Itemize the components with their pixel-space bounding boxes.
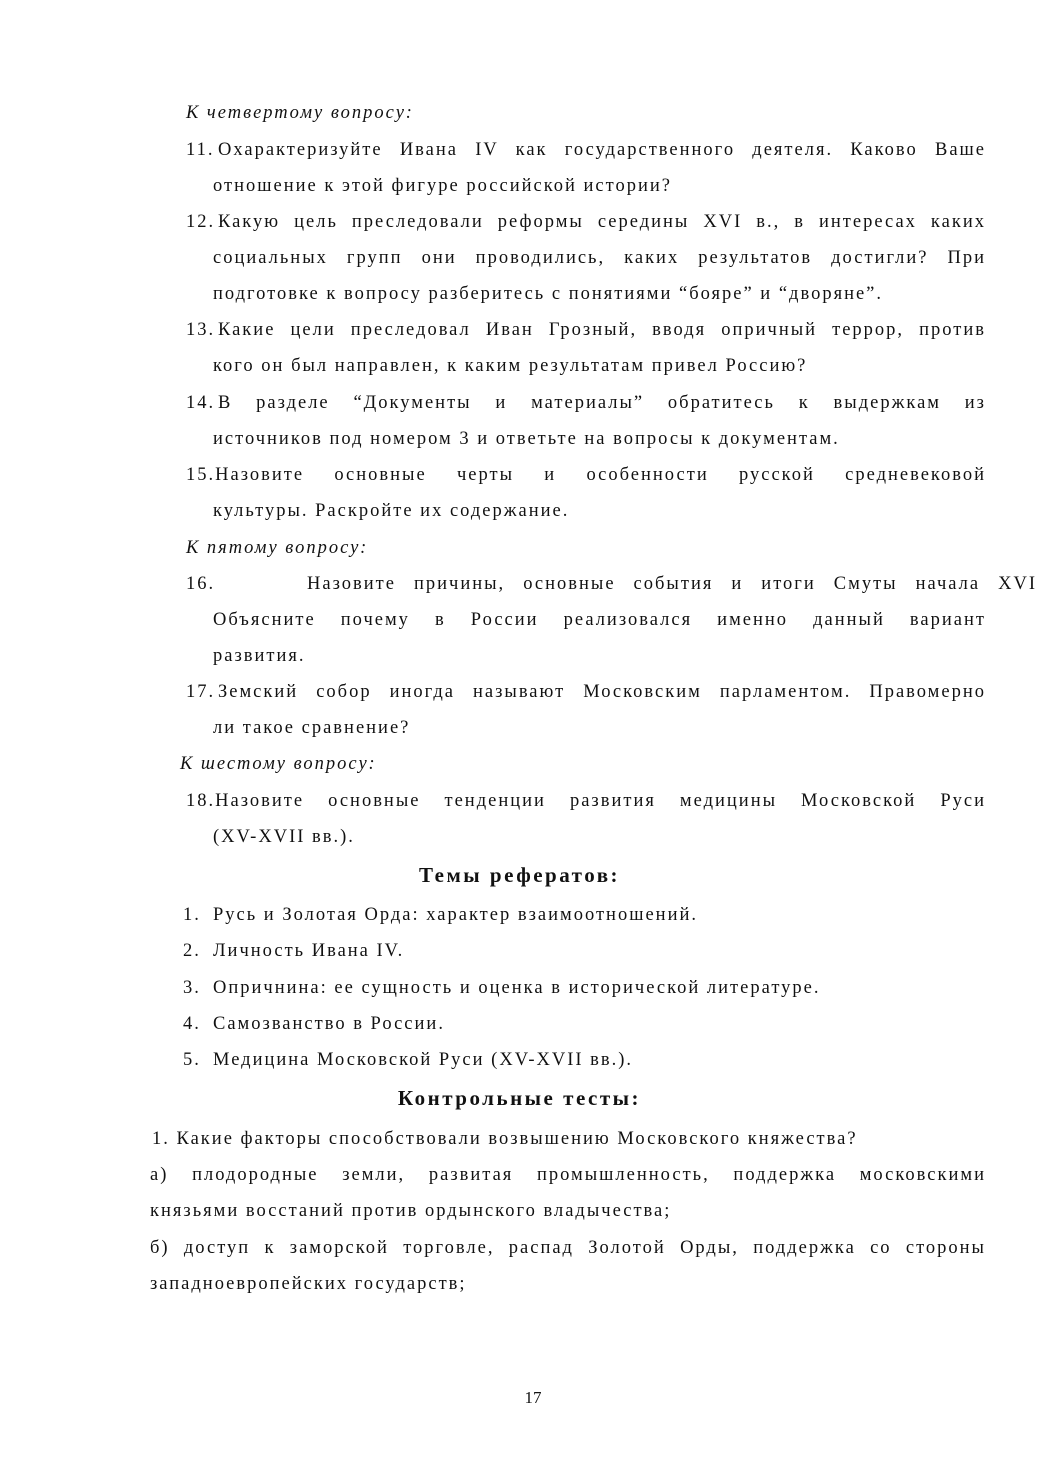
question-13-cont: кого он был направлен, к каким результатам привел Россию? (213, 356, 808, 376)
question-number: 11. (186, 140, 215, 160)
essay-number: 2. (183, 941, 201, 961)
question-12-cont: подготовке к вопросу разберитесь с понятиями “бояре” и “дворяне”. (213, 284, 884, 304)
question-number: 17. (186, 682, 216, 702)
question-15: 15.Назовите основные черты и особенности русской средневековой (186, 465, 986, 485)
section-heading-q4: К четвертому вопросу: (186, 103, 414, 123)
question-14 (186, 391, 986, 415)
essays-heading: Темы рефератов: (418, 863, 621, 887)
question-text: Какую цель преследовали реформы середины XVI в., в интересах каких (218, 212, 986, 232)
question-text: В разделе “Документы и материалы” обратитесь к выдержкам из (218, 393, 986, 413)
question-12 (186, 210, 986, 234)
question-14-cont: источников под номером 3 и ответьте на вопросы к документам. (213, 429, 840, 449)
essay-text: Личность Ивана IV. (213, 941, 405, 961)
essay-item (183, 1048, 634, 1072)
test-question-1: 1. Какие факторы способствовали возвышению Московского княжества? (152, 1129, 858, 1149)
essay-item (183, 903, 698, 927)
question-number: 13. (186, 320, 216, 340)
essay-number: 4. (183, 1014, 201, 1034)
question-number: 12. (186, 212, 216, 232)
essay-number: 3. (183, 978, 201, 998)
question-16 (186, 572, 1039, 596)
section-heading-q5: К пятому вопросу: (186, 538, 369, 558)
question-number: 16. (186, 574, 216, 594)
essay-item (183, 939, 405, 963)
essay-number: 5. (183, 1050, 201, 1070)
essay-text: Русь и Золотая Орда: характер взаимоотношений. (213, 905, 698, 925)
question-17-cont: ли такое сравнение? (213, 718, 411, 738)
test-option-b-cont: западноевропейских государств; (150, 1274, 467, 1294)
essay-item (183, 976, 821, 1000)
question-17 (186, 680, 986, 704)
question-text: Земский собор иногда называют Московским парламентом. Правомерно (218, 682, 986, 702)
essay-item (183, 1012, 445, 1036)
question-16-cont: развития. (213, 646, 306, 666)
essay-text: Опричнина: ее сущность и оценка в исторической литературе. (213, 978, 821, 998)
question-text: Назовите причины, основные события и итоги Смуты начала XVI (307, 574, 1037, 594)
test-option-a: а) плодородные земли, развитая промышленность, поддержка московскими (150, 1165, 986, 1185)
section-heading-q6: К шестому вопросу: (180, 754, 377, 774)
question-11 (186, 138, 986, 162)
question-16-cont: Объясните почему в России реализовался именно данный вариант (213, 610, 986, 630)
essay-text: Медицина Московской Руси (XV-XVII вв.). (213, 1050, 634, 1070)
question-12-cont: социальных групп они проводились, каких результатов достигли? При (213, 248, 986, 268)
tests-heading: Контрольные тесты: (397, 1086, 642, 1110)
question-15-cont: культуры. Раскройте их содержание. (213, 501, 570, 521)
question-18: 18.Назовите основные тенденции развития медицины Московской Руси (186, 791, 986, 811)
test-option-b: б) доступ к заморской торговле, распад Золотой Орды, поддержка со стороны (150, 1238, 986, 1258)
question-number: 14. (186, 393, 216, 413)
question-11-cont: отношение к этой фигуре российской истории? (213, 176, 672, 196)
test-option-a-cont: князьями восстаний против ордынского владычества; (150, 1201, 672, 1221)
question-text: Какие цели преследовал Иван Грозный, вводя опричный террор, против (218, 320, 986, 340)
question-text: Охарактеризуйте Ивана IV как государственного деятеля. Каково Ваше (218, 140, 986, 160)
page-number: 17 (524, 1388, 542, 1407)
essay-text: Самозванство в России. (213, 1014, 445, 1034)
question-18-cont: (XV-XVII вв.). (213, 827, 355, 847)
essay-number: 1. (183, 905, 201, 925)
question-13 (186, 318, 986, 342)
